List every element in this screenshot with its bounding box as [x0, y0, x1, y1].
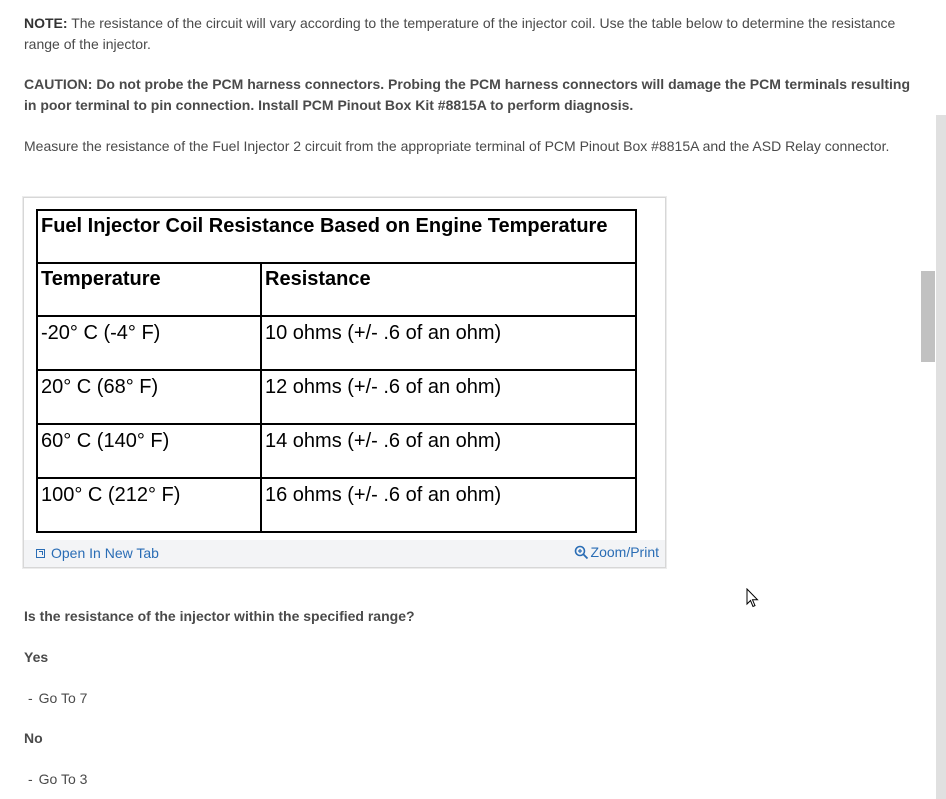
- note-paragraph: [24, 13, 904, 55]
- header-resistance: Resistance: [261, 263, 636, 316]
- open-new-tab-icon: [36, 549, 45, 558]
- scrollbar-thumb[interactable]: [921, 271, 935, 362]
- table-title: Fuel Injector Coil Resistance Based on Engine Temperature: [37, 210, 636, 263]
- table-row: [37, 316, 636, 370]
- zoom-print-link[interactable]: [574, 544, 659, 560]
- resistance-cell: 10 ohms (+/- .6 of an ohm): [261, 316, 636, 370]
- temperature-cell: 60° C (140° F): [37, 424, 261, 478]
- zoom-icon: [574, 545, 589, 560]
- table-row: [37, 424, 636, 478]
- note-text: The resistance of the circuit will vary according to the temperature of the injector coil. Use the table below to determine the resistance range of the injector.: [24, 15, 896, 52]
- scrollbar-track[interactable]: [936, 115, 946, 799]
- goto-yes-label: Go To 7: [38, 690, 88, 706]
- open-in-new-tab-link[interactable]: [36, 545, 159, 561]
- temperature-cell: -20° C (-4° F): [37, 316, 261, 370]
- question-text: Is the resistance of the injector within the specified range?: [24, 608, 415, 624]
- goto-yes-step[interactable]: - Go To 7: [28, 690, 88, 706]
- answer-no-label: No: [24, 730, 43, 746]
- resistance-cell: 14 ohms (+/- .6 of an ohm): [261, 424, 636, 478]
- table-row: [37, 370, 636, 424]
- answer-yes-label: Yes: [24, 649, 49, 665]
- temperature-cell: 100° C (212° F): [37, 478, 261, 532]
- resistance-cell: 12 ohms (+/- .6 of an ohm): [261, 370, 636, 424]
- caution-paragraph: CAUTION: Do not probe the PCM harness connectors. Probing the PCM harness connectors will damage the PCM terminals resulting in poor terminal to pin connection. Install PCM Pinout Box Kit #8815A to perform diagnosis.: [24, 76, 911, 113]
- mouse-pointer-icon: [746, 588, 760, 608]
- open-in-new-tab-label: Open In New Tab: [51, 545, 159, 561]
- resistance-table: [36, 209, 637, 533]
- goto-no-step[interactable]: - Go To 3: [28, 771, 88, 787]
- figure-toolbar: [24, 540, 665, 567]
- measure-instruction: Measure the resistance of the Fuel Injector 2 circuit from the appropriate terminal of PCM Pinout Box #8815A and the ASD Relay connector.: [24, 138, 890, 154]
- note-label: NOTE:: [24, 15, 68, 31]
- resistance-cell: 16 ohms (+/- .6 of an ohm): [261, 478, 636, 532]
- temperature-cell: 20° C (68° F): [37, 370, 261, 424]
- resistance-figure: [23, 197, 666, 568]
- goto-no-label: Go To 3: [38, 771, 88, 787]
- header-temperature: Temperature: [37, 263, 261, 316]
- table-row: [37, 478, 636, 532]
- zoom-print-label: Zoom/Print: [590, 544, 659, 560]
- table-header-row: [37, 263, 636, 316]
